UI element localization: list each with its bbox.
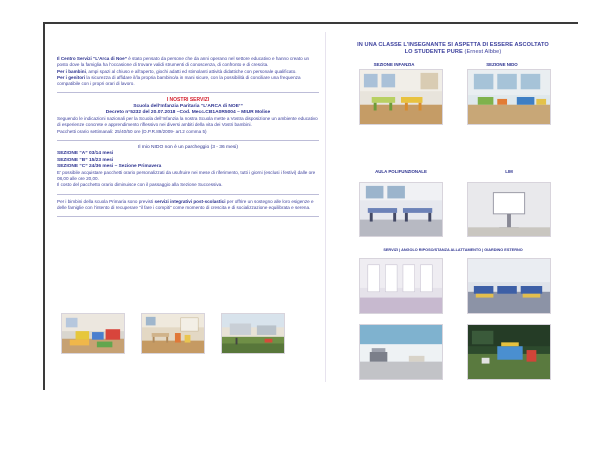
intro-text-1: è stato pensato da persone che da anni operano nel settore educativo e hanno creato un posto dove la famiglia ha l’occasione di trovare validi strumenti di conoscenza, di confronto e di crescita. xyxy=(57,56,310,68)
classroom-photo xyxy=(141,313,205,354)
headline-author: (Ernest Albbe) xyxy=(462,49,502,55)
nido-body-2: Il costo del pacchetto orario diminuisce con il passaggio alla Sezione Successiva. xyxy=(57,182,223,188)
lim-photo xyxy=(467,182,551,237)
caption-aula-polifunzionale: AULA POLIFUNZIONALE xyxy=(375,169,427,174)
caption-servizi: SERVIZI | ANGOLO RIPOSO/STANZA ALLATTAMENTO | GIARDINO ESTERNO xyxy=(383,248,523,252)
primary-bold: servizi integrativi post-scolastici xyxy=(154,198,226,204)
playroom-photo xyxy=(61,313,125,354)
fold-line xyxy=(325,32,326,382)
bathroom-photo xyxy=(359,258,443,314)
aula-photo xyxy=(359,182,443,237)
school-name: Scuola dell’Infanzia Paritaria “L’ARCA di NOE’” xyxy=(133,103,243,109)
services-title: I NOSTRI SERVIZI xyxy=(166,97,210,104)
rest-room-photo xyxy=(467,258,551,314)
brochure-right-panel xyxy=(335,42,571,382)
brochure-spread xyxy=(45,24,578,390)
nido-section xyxy=(57,145,319,188)
garden-photo xyxy=(221,313,285,354)
divider-2 xyxy=(57,140,319,141)
divider-1 xyxy=(57,92,319,93)
services-body: Seguendo le indicazioni nazionali per la Scuola dell’Infanzia la nostra Scuola mette a Vostra disposizione un ambiente educativo di esperienze concrete e apprendimento riflessivo nei diversi ambiti della vita dei Vostri bambini. xyxy=(57,116,318,128)
intro-section xyxy=(57,56,319,87)
outdoor-garden-photo xyxy=(467,324,551,380)
primary-text-1: Per i bimbini della scuola Primaria sono previsti xyxy=(57,198,155,204)
centro-name: Il Centro Servizi “L’Arca di Noe” xyxy=(57,56,127,61)
nido-section-c: SEZIONE “C” 24/36 mesi – Sezione Primavera xyxy=(57,163,162,169)
decree-line: Decreto n°5232 del 20.07.2018 –Cod. Mecc.CB1A0R5004 – MIUR Molise xyxy=(105,110,271,116)
intro-paragraph-2 xyxy=(57,69,319,75)
nido-title: Il mio NIDO non è un parcheggio (3 - 36 mesi) xyxy=(137,145,239,151)
headline-emphasis: LO STUDENTE PURE xyxy=(404,49,463,55)
genitori-label: Per i genitori xyxy=(57,75,86,81)
nido-body-1: E’ possibile acquistare pacchetti orario personalizzati da usufruire nei mese di riferimento, tutti i giorni (esclusi i festivi) dalle ore 08,00 alle ore 20,00. xyxy=(57,169,316,181)
nido-section-b: SEZIONE “B” 15/23 mesi xyxy=(57,157,114,163)
headline-line-2 xyxy=(335,49,571,56)
intro-text-3: la sicurezza di affidare il/la propria bambino/a in mani sicure, con la possibilità di conciliare una frequenza compatibile con i propri orari di lavoro. xyxy=(57,75,301,87)
primary-paragraph xyxy=(57,199,319,211)
caption-lim: LIM xyxy=(505,169,513,174)
primary-text-2: per offrire un sostegno alle loro esigenze e delle famiglie con l’intento di recuperare “il fare i compiti” come momento di crescita e di socializzazione equilibrata e serena. xyxy=(57,198,314,210)
nido-section-a: SEZIONE “A” 03/14 mesi xyxy=(57,151,114,157)
nursing-room-photo xyxy=(359,324,443,380)
left-photo-row xyxy=(61,313,283,355)
headline-line-1: IN UNA CLASSE L’INSEGNANTE SI ASPETTA DI ESSERE ASCOLTATO xyxy=(357,42,549,48)
bambini-label: Per i bambini xyxy=(57,68,86,74)
intro-text-2: , ampi spazi al chiuso e all’aperto, giochi adatti ed stimolanti attività didattiche con personale qualificato. xyxy=(85,68,297,74)
caption-sezione-infanzia: SEZIONE INFANZIA xyxy=(373,62,415,67)
intro-paragraph-3 xyxy=(57,75,319,87)
infanzia-photo xyxy=(359,69,443,125)
divider-4 xyxy=(57,216,319,217)
services-section xyxy=(57,97,319,135)
intro-paragraph-1 xyxy=(57,56,319,68)
services-hours: Pacchetti orario settimanali: 25/40/50 ore (D.P.R.89/2009- art.2 comma 5) xyxy=(57,128,207,134)
caption-sezione-nido: SEZIONE NIDO xyxy=(486,62,518,67)
divider-3 xyxy=(57,194,319,195)
nido-photo xyxy=(467,69,551,125)
